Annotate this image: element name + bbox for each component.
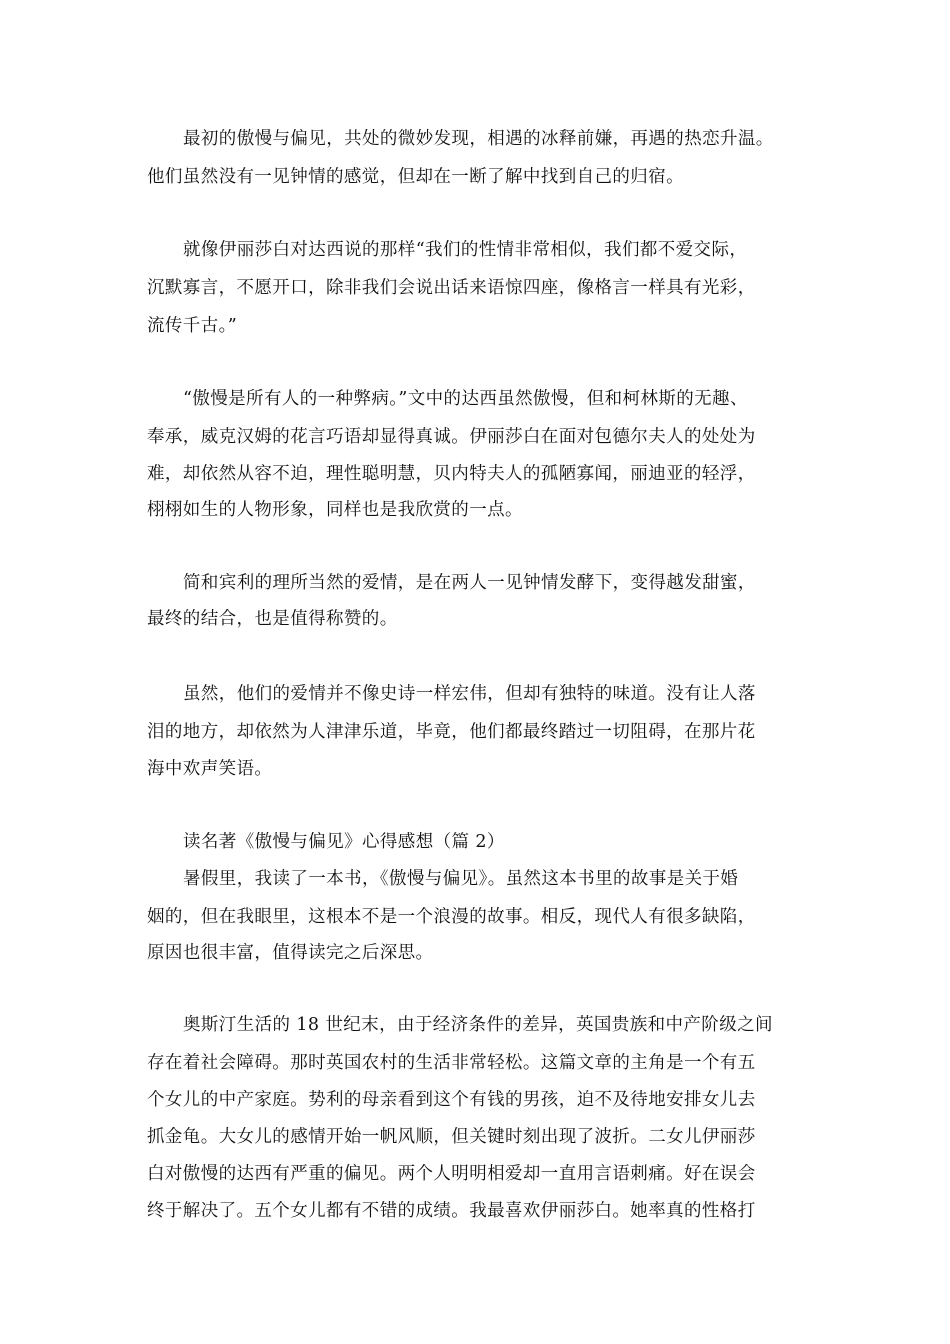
paragraph-line: 原因也很丰富，值得读完之后深思。 — [147, 943, 434, 963]
paragraph-line: 白对傲慢的达西有严重的偏见。两个人明明相爱却一直用言语刺痛。好在误会 — [147, 1164, 756, 1184]
paragraph-line: 沉默寡言，不愿开口，除非我们会说出话来语惊四座，像格言一样具有光彩， — [147, 278, 756, 298]
paragraph-line: 栩栩如生的人物形象，同样也是我欣赏的一点。 — [147, 500, 523, 520]
paragraph-line: 终于解决了。五个女儿都有不错的成绩。我最喜欢伊丽莎白。她率真的性格打 — [147, 1201, 756, 1221]
paragraph-line: 存在着社会障碍。那时英国农村的生活非常轻松。这篇文章的主角是一个有五 — [147, 1053, 756, 1073]
paragraph-line: 他们虽然没有一见钟情的感觉，但却在一断了解中找到自己的归宿。 — [147, 167, 684, 187]
paragraph-line: 难，却依然从容不迫，理性聪明慧，贝内特夫人的孤陋寡闻，丽迪亚的轻浮， — [147, 464, 756, 484]
paragraph-line: “傲慢是所有人的一种弊病。”文中的达西虽然傲慢，但和柯林斯的无趣、 — [183, 389, 748, 409]
paragraph-line: 奥斯汀生活的 18 世纪末，由于经济条件的差异，英国贵族和中产阶级之间 — [183, 1015, 773, 1035]
paragraph-line: 流传千古。” — [147, 316, 238, 336]
paragraph-line: 就像伊丽莎白对达西说的那样“我们的性情非常相似，我们都不爱交际， — [183, 240, 748, 260]
paragraph-line: 最初的傲慢与偏见，共处的微妙发现，相遇的冰释前嫌，再遇的热恋升温。 — [183, 129, 774, 149]
paragraph-line: 虽然，他们的爱情并不像史诗一样宏伟，但却有独特的味道。没有让人落 — [183, 684, 756, 704]
paragraph-line: 海中欢声笑语。 — [147, 759, 273, 779]
paragraph-line: 抓金龟。大女儿的感情开始一帆风顺，但关键时刻出现了波折。二女儿伊丽莎 — [147, 1127, 756, 1147]
paragraph-line: 最终的结合，也是值得称赞的。 — [147, 609, 398, 629]
paragraph-line: 暑假里，我读了一本书，《傲慢与偏见》。虽然这本书里的故事是关于婚 — [183, 869, 739, 889]
paragraph-line: 姻的，但在我眼里，这根本不是一个浪漫的故事。相反，现代人有很多缺陷， — [147, 907, 756, 927]
section-heading: 读名著《傲慢与偏见》心得感想（篇 2） — [183, 832, 505, 852]
paragraph-line: 奉承，威克汉姆的花言巧语却显得真诚。伊丽莎白在面对包德尔夫人的处处为 — [147, 427, 756, 447]
paragraph-line: 个女儿的中产家庭。势利的母亲看到这个有钱的男孩，迫不及待地安排女儿去 — [147, 1090, 756, 1110]
paragraph-line: 简和宾利的理所当然的爱情，是在两人一见钟情发酵下，变得越发甜蜜， — [183, 573, 756, 593]
paragraph-line: 泪的地方，却依然为人津津乐道，毕竟，他们都最终踏过一切阻碍，在那片花 — [147, 722, 756, 742]
